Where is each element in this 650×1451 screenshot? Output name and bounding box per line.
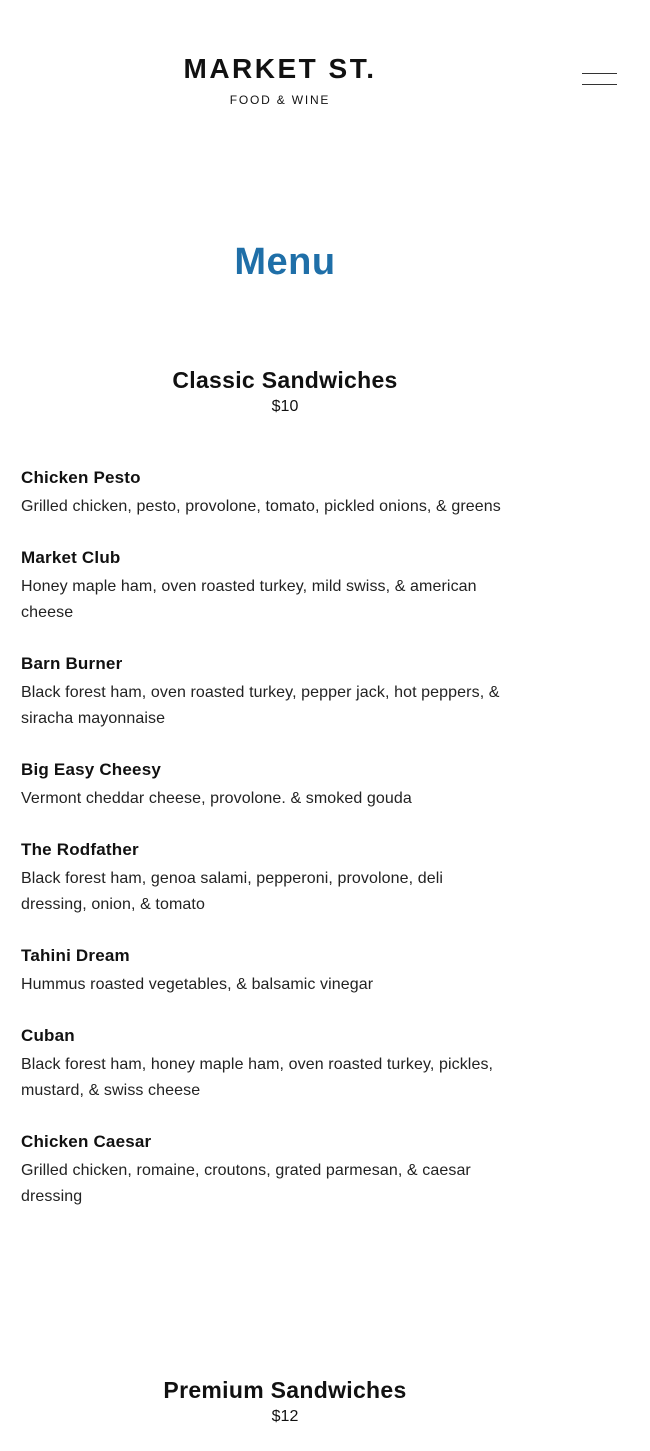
menu-item — [21, 758, 511, 812]
menu-item-name: Cuban — [21, 1026, 75, 1045]
menu-item-name: Chicken Pesto — [21, 468, 141, 487]
section-header-premium-sandwiches — [0, 1375, 570, 1427]
menu-item — [21, 1130, 511, 1210]
menu-item-name: Big Easy Cheesy — [21, 760, 162, 779]
site-header — [0, 0, 650, 140]
menu-item-description: Hummus roasted vegetables, & balsamic vinegar — [21, 976, 374, 993]
menu-item — [21, 466, 511, 520]
hamburger-bar-bottom — [582, 84, 617, 85]
section-price: $10 — [271, 398, 299, 415]
brand-name: MARKET ST. — [183, 53, 377, 84]
menu-item-description: Grilled chicken, pesto, provolone, tomato, pickled onions, & greens — [21, 498, 501, 515]
menu-item — [21, 944, 511, 998]
menu-item — [21, 652, 511, 732]
menu-item-list — [21, 466, 511, 1236]
section-title: Premium Sandwiches — [163, 1377, 407, 1403]
menu-item-name: The Rodfather — [21, 840, 139, 859]
menu-item-description: Vermont cheddar cheese, provolone. & smoked gouda — [21, 790, 412, 807]
section-header-classic-sandwiches — [0, 365, 570, 417]
menu-item-description: Honey maple ham, oven roasted turkey, mild swiss, & american cheese — [21, 578, 477, 621]
section-title: Classic Sandwiches — [172, 367, 398, 393]
hamburger-bar-top — [582, 73, 617, 74]
menu-item-description: Black forest ham, genoa salami, pepperoni, provolone, deli dressing, onion, & tomato — [21, 870, 444, 913]
menu-item-name: Tahini Dream — [21, 946, 130, 965]
menu-item — [21, 1024, 511, 1104]
page-title: Menu — [234, 241, 336, 283]
menu-item-description: Grilled chicken, romaine, croutons, grated parmesan, & caesar dressing — [21, 1162, 471, 1205]
brand-logo[interactable] — [180, 52, 380, 107]
menu-item-description: Black forest ham, honey maple ham, oven roasted turkey, pickles, mustard, & swiss cheese — [21, 1056, 494, 1099]
menu-item-name: Barn Burner — [21, 654, 123, 673]
section-price: $12 — [271, 1408, 299, 1425]
menu-item-name: Market Club — [21, 548, 121, 567]
menu-item — [21, 546, 511, 626]
brand-tagline: FOOD & WINE — [229, 93, 331, 107]
menu-item — [21, 838, 511, 918]
menu-item-name: Chicken Caesar — [21, 1132, 152, 1151]
hamburger-icon[interactable] — [578, 68, 620, 92]
menu-item-description: Black forest ham, oven roasted turkey, pepper jack, hot peppers, & siracha mayonnaise — [21, 684, 500, 727]
